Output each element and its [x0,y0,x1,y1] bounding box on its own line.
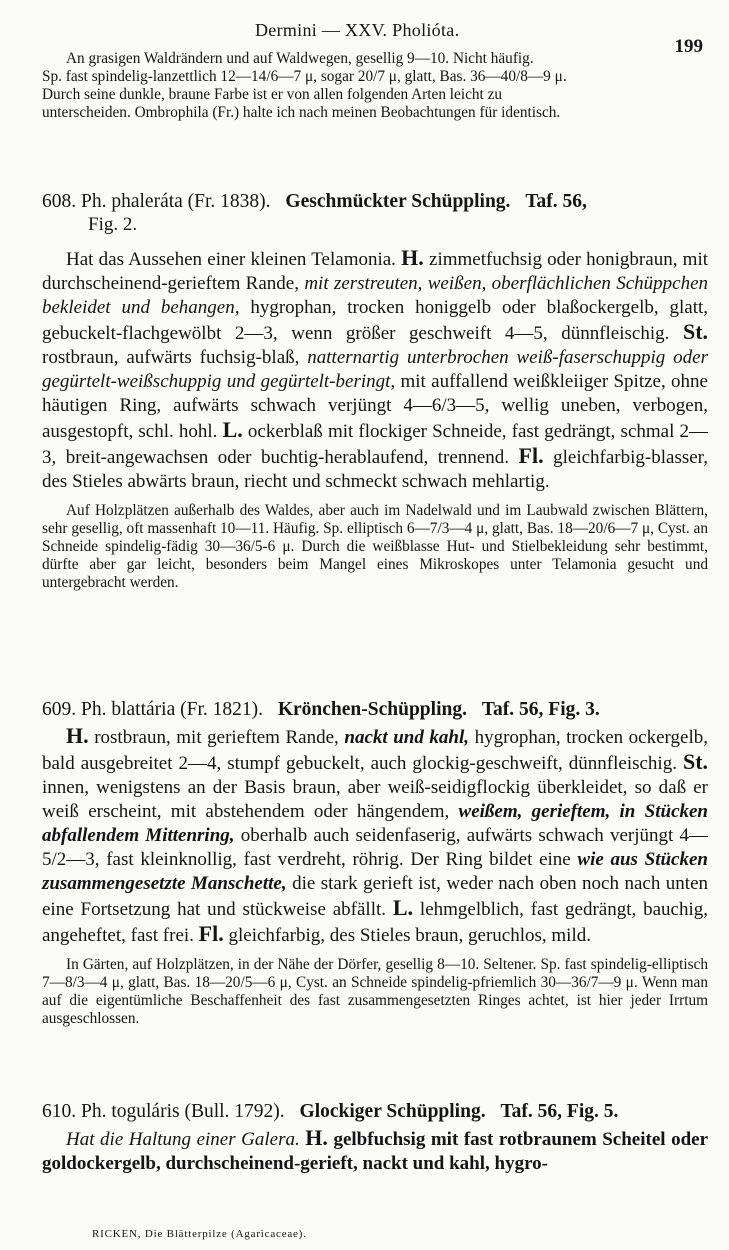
species-number: 609. [42,699,77,720]
desc-text: hygrophan, trocken ockergelb, bald ausgebreitet 2—4, stumpf gebuckelt, auch glockig-geschweift, dünnfleischig. [42,727,708,774]
abbr-fleisch: Fl. [518,443,544,468]
desc-text: rostbraun, aufwärts fuchsig-blaß, [42,347,300,368]
desc-text: gelbfuchsig mit fast rotbraunem Scheitel oder goldockergelb, durchscheinend-gerieft, nackt und kahl, hygro- [42,1129,709,1174]
plate-reference: Taf. 56, [525,191,587,212]
running-header: Dermini — XXV. Pholióta. [255,20,460,40]
species-latin-name: Ph. toguláris (Bull. 1792). [81,1101,285,1122]
desc-text: innen, wenigstens an der Basis braun, aber weiß-seidigflockig überkleidet, so daß er weiß erscheint, mit abstehendem oder hängendem, [42,777,708,822]
desc-text: rostbraun, mit gerieftem Rande, [94,727,339,748]
species-common-name: Glockiger Schüppling. [299,1101,486,1122]
desc-text: Hat das Aussehen einer kleinen Telamonia. [66,249,396,270]
species-common-name: Krönchen-Schüppling. [277,699,467,720]
plate-reference: Taf. 56, Fig. 3. [481,699,600,720]
desc-text: lehmgelblich, fast gedrängt, bauchig, angeheftet, fast frei. [42,899,708,946]
continuation-line: An grasigen Waldrändern und auf Waldwegen, gesellig 9—10. Nicht häufig. [66,50,534,67]
abbr-lamellen: L. [222,417,243,442]
continuation-line: Durch seine dunkle, braune Farbe ist er von allen folgenden Arten leicht zu [42,86,503,103]
continuation-line: unterscheiden. Ombrophila (Fr.) halte ich nach meinen Beobachtungen für identisch. [42,104,561,121]
desc-italic: mit zerstreuten, weißen, oberflächlichen Schüppchen bekleidet und behangen, [42,273,709,318]
desc-text: hygrophan, trocken honiggelb oder blaßockergelb, glatt, gebuckelt-flachgewölbt 2—3, wenn größer geschweift 4—5, dünnfleischig. [42,297,709,344]
species-number: 608. [42,191,77,212]
species-common-name: Geschmückter Schüppling. [285,191,511,212]
desc-text: zimmetfuchsig oder honigbraun, mit durchscheinend-gerieftem Rande, [42,249,709,294]
species-description [42,724,708,948]
species-entry-610 [42,1100,708,1176]
abbr-hut: H. [305,1125,328,1150]
desc-italic: wie aus Stücken zusammengesetzte Manschette, [42,849,708,894]
desc-text: ockerblaß mit flockiger Schneide, fast gedrängt, schmal 2—3, breit-angewachsen oder buchtig-herablaufend, trennend. [42,421,708,468]
species-entry-608 [42,190,708,592]
desc-italic: natternartig unterbrochen weiß-faserschuppig oder gegürtelt-weißschuppig und gegürtelt-beringt, [42,347,709,392]
desc-text: die stark gerieft ist, weder nach oben noch nach unten eine Fortsetzung hat und stückweise abfällt. [42,873,709,920]
abbr-hut: H. [66,723,89,748]
species-latin-name: Ph. phaleráta (Fr. 1838). [81,191,271,212]
desc-italic: weißem, gerieftem, in Stücken abfallendem Mittenring, [42,801,708,846]
figure-reference: Fig. 2. [88,214,138,235]
desc-italic: Hat die Haltung einer Galera. [66,1129,300,1150]
species-heading [42,698,708,722]
continuation-line: Sp. fast spindelig-lanzettlich 12—14/6—7 μ, sogar 20/7 μ, glatt, Bas. 36—40/8—9 μ. [42,68,567,85]
desc-text: mit auffallend weißkleiiger Spitze, ohne häutigen Ring, aufwärts schwach verjüngt 4—6/3—5, wellig uneben, verbogen, ausgestopft, schl. hohl. [42,371,708,442]
species-notes: Auf Holzplätzen außerhalb des Waldes, aber auch im Nadelwald und im Laubwald zwischen Blättern, sehr gesellig, oft massenhaft 10—11. Häufig. Sp. elliptisch 6—7/3—4 μ, glatt, Bas. 18—20/6—7 μ, Cyst. an Schneide spindelig-fädig 30—36/5-6 μ. Durch die weißblasse Hut- und Stielbekleidung sehr bestimmt, dürfte aber gar leicht, besonders beim Mangel eines Mikroskopes unter Telamonia gesucht und untergebracht werden. [42,502,708,591]
species-description [42,246,708,494]
desc-italic: nackt und kahl, [344,727,470,748]
page-number: 199 [674,36,703,57]
desc-text: oberhalb auch seidenfaserig, aufwärts schwach verjüngt 4—5/2—3, fast kleinknollig, fast verdreht, röhrig. Der Ring bildet eine [42,825,708,870]
abbr-stiel: St. [682,749,709,774]
species-entry-609 [42,698,708,1028]
desc-text: gleichfarbig-blasser, des Stieles abwärts braun, riecht und schmeckt schwach mehlartig. [42,447,708,492]
species-notes: In Gärten, auf Holzplätzen, in der Nähe der Dörfer, gesellig 8—10. Seltener. Sp. fast spindelig-elliptisch 7—8/3—4 μ, glatt, Bas. 18—20/5—6 μ, Cyst. an Schneide spindelig-pfriemlich 30—36/7—9 μ. Wenn man auf die eigentümliche Beschaffenheit des fast zusammengesetzten Ringes achtet, ist hier jeder Irrtum ausgeschlossen. [42,956,708,1027]
abbr-lamellen: L. [392,895,414,920]
species-number: 610. [42,1101,77,1122]
species-description [42,1126,708,1176]
desc-text: gleichfarbig, des Stieles braun, geruchlos, mild. [228,925,591,946]
species-heading [42,1100,708,1124]
abbr-stiel: St. [682,319,709,344]
page-footer: RICKEN, Die Blätterpilze (Agaricaceae). [92,1228,307,1240]
abbr-hut: H. [401,245,424,270]
species-latin-name: Ph. blattária (Fr. 1821). [81,699,263,720]
abbr-fleisch: Fl. [198,921,224,946]
species-heading [42,190,708,214]
continuation-paragraph [42,50,708,122]
plate-reference: Taf. 56, Fig. 5. [500,1101,619,1122]
